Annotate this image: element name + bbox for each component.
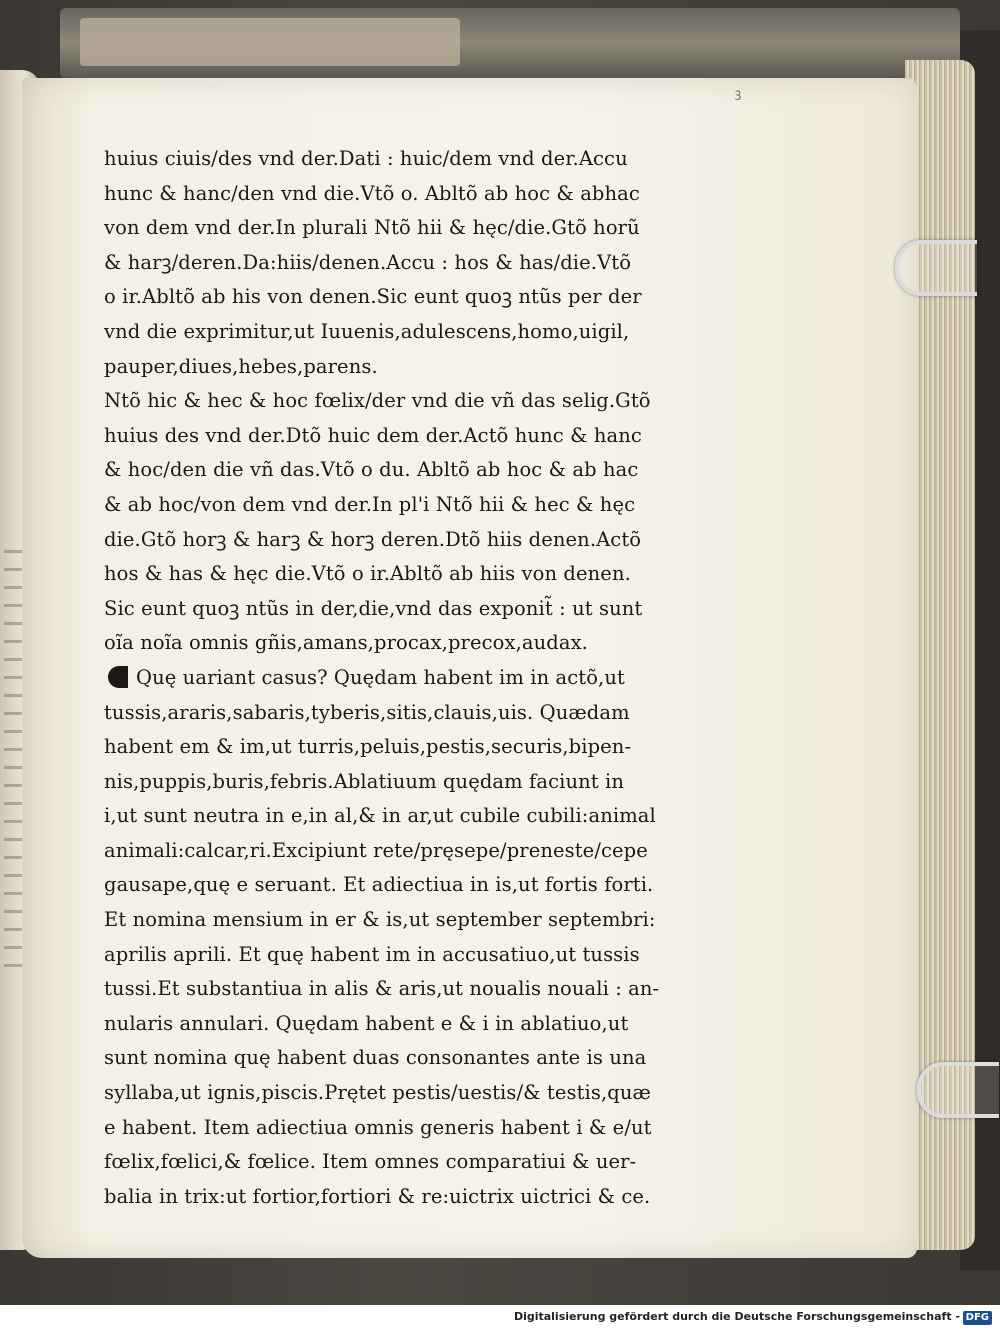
text-line: Et nomina mensium in er & is,ut september septembri: [104,908,656,932]
text-line: sunt nomina quę habent duas consonantes ante is una [104,1046,647,1070]
text-line: nis,puppis,buris,febris.Ablatiuum quędam faciunt in [104,769,624,793]
text-line: die.Gtõ horꝫ & harꝫ & horꝫ deren.Dtõ hiis denen.Actõ [104,527,642,551]
text-line: tussi.Et substantiua in alis & aris,ut noualis nouali : an- [104,977,660,1001]
page-text-block [104,142,744,1214]
text-line: huius des vnd der.Dtõ huic dem der.Actõ hunc & hanc [104,423,642,447]
text-line: balia in trix:ut fortior,fortiori & re:uictrix uictrici & ce. [104,1184,651,1208]
page-clip-top [895,240,977,296]
text-line: & hoc/den die vñ das.Vtõ o du. Abltõ ab hoc & ab hac [104,458,639,482]
text-line: syllaba,ut ignis,piscis.Prętet pestis/uestis/& testis,quæ [104,1081,651,1105]
spine-label-paper [80,18,460,66]
text-line: vnd die exprimitur,ut Iuuenis,adulescens,homo,uigil, [104,319,630,343]
text-line: huius ciuis/des vnd der.Dati : huic/dem vnd der.Accu [104,147,628,170]
text-line: aprilis aprili. Et quę habent im in accusatiuo,ut tussis [104,942,640,966]
text-line: gausape,quę e seruant. Et adiectiua in is,ut fortis forti. [104,873,654,897]
text-line: e habent. Item adiectiua omnis generis habent i & e/ut [104,1115,652,1139]
text-line: nularis annulari. Quędam habent e & i in ablatiuo,ut [104,1011,629,1035]
text-line: hunc & hanc/den vnd die.Vtõ o. Abltõ ab hoc & abhac [104,181,640,205]
text-line: Quę uariant casus? Quędam habent im in actõ,ut [104,661,744,696]
text-line: animali:calcar,ri.Excipiunt rete/pręsepe/preneste/cepe [104,838,648,862]
text-line: Sic eunt quoꝫ ntũs in der,die,vnd das exponit̃ : ut sunt [104,596,643,620]
dfg-logo-icon: DFG [963,1311,992,1325]
text-line: o ir.Abltõ ab his von denen.Sic eunt quoꝫ ntũs per der [104,285,642,309]
text-line: Ntõ hic & hec & hoc fœlix/der vnd die vñ das selig.Gtõ [104,389,651,413]
page-clip-bottom [917,1062,999,1118]
attribution-footer [0,1305,1000,1331]
folio-mark: ꝫ [735,86,742,100]
text-line: i,ut sunt neutra in e,in al,& in ar,ut cubile cubili:animal [104,804,656,828]
text-line: habent em & im,ut turris,peluis,pestis,securis,bipen- [104,735,632,759]
text-line: & ab hoc/von dem vnd der.In pl'i Ntõ hii & hec & hęc [104,492,636,516]
pilcrow-icon [108,666,128,688]
text-line: & harꝫ/deren.Da:hiis/denen.Accu : hos & has/die.Vtõ [104,250,632,274]
text-line: fœlix,fœlici,& fœlice. Item omnes comparatiui & uer- [104,1150,637,1174]
text-line: oĩa noĩa omnis gñis,amans,procax,precox,audax. [104,631,588,655]
text-line: tussis,araris,sabaris,tyberis,sitis,clauis,uis. Quædam [104,700,630,724]
text-line: pauper,diues,hebes,parens. [104,354,378,378]
text-line: von dem vnd der.In plurali Ntõ hii & hęc/die.Gtõ horũ [104,216,640,240]
attribution-text: Digitalisierung gefördert durch die Deutsche Forschungsgemeinschaft - [513,1310,960,1323]
text-line: hos & has & hęc die.Vtõ o ir.Abltõ ab hiis von denen. [104,562,631,586]
